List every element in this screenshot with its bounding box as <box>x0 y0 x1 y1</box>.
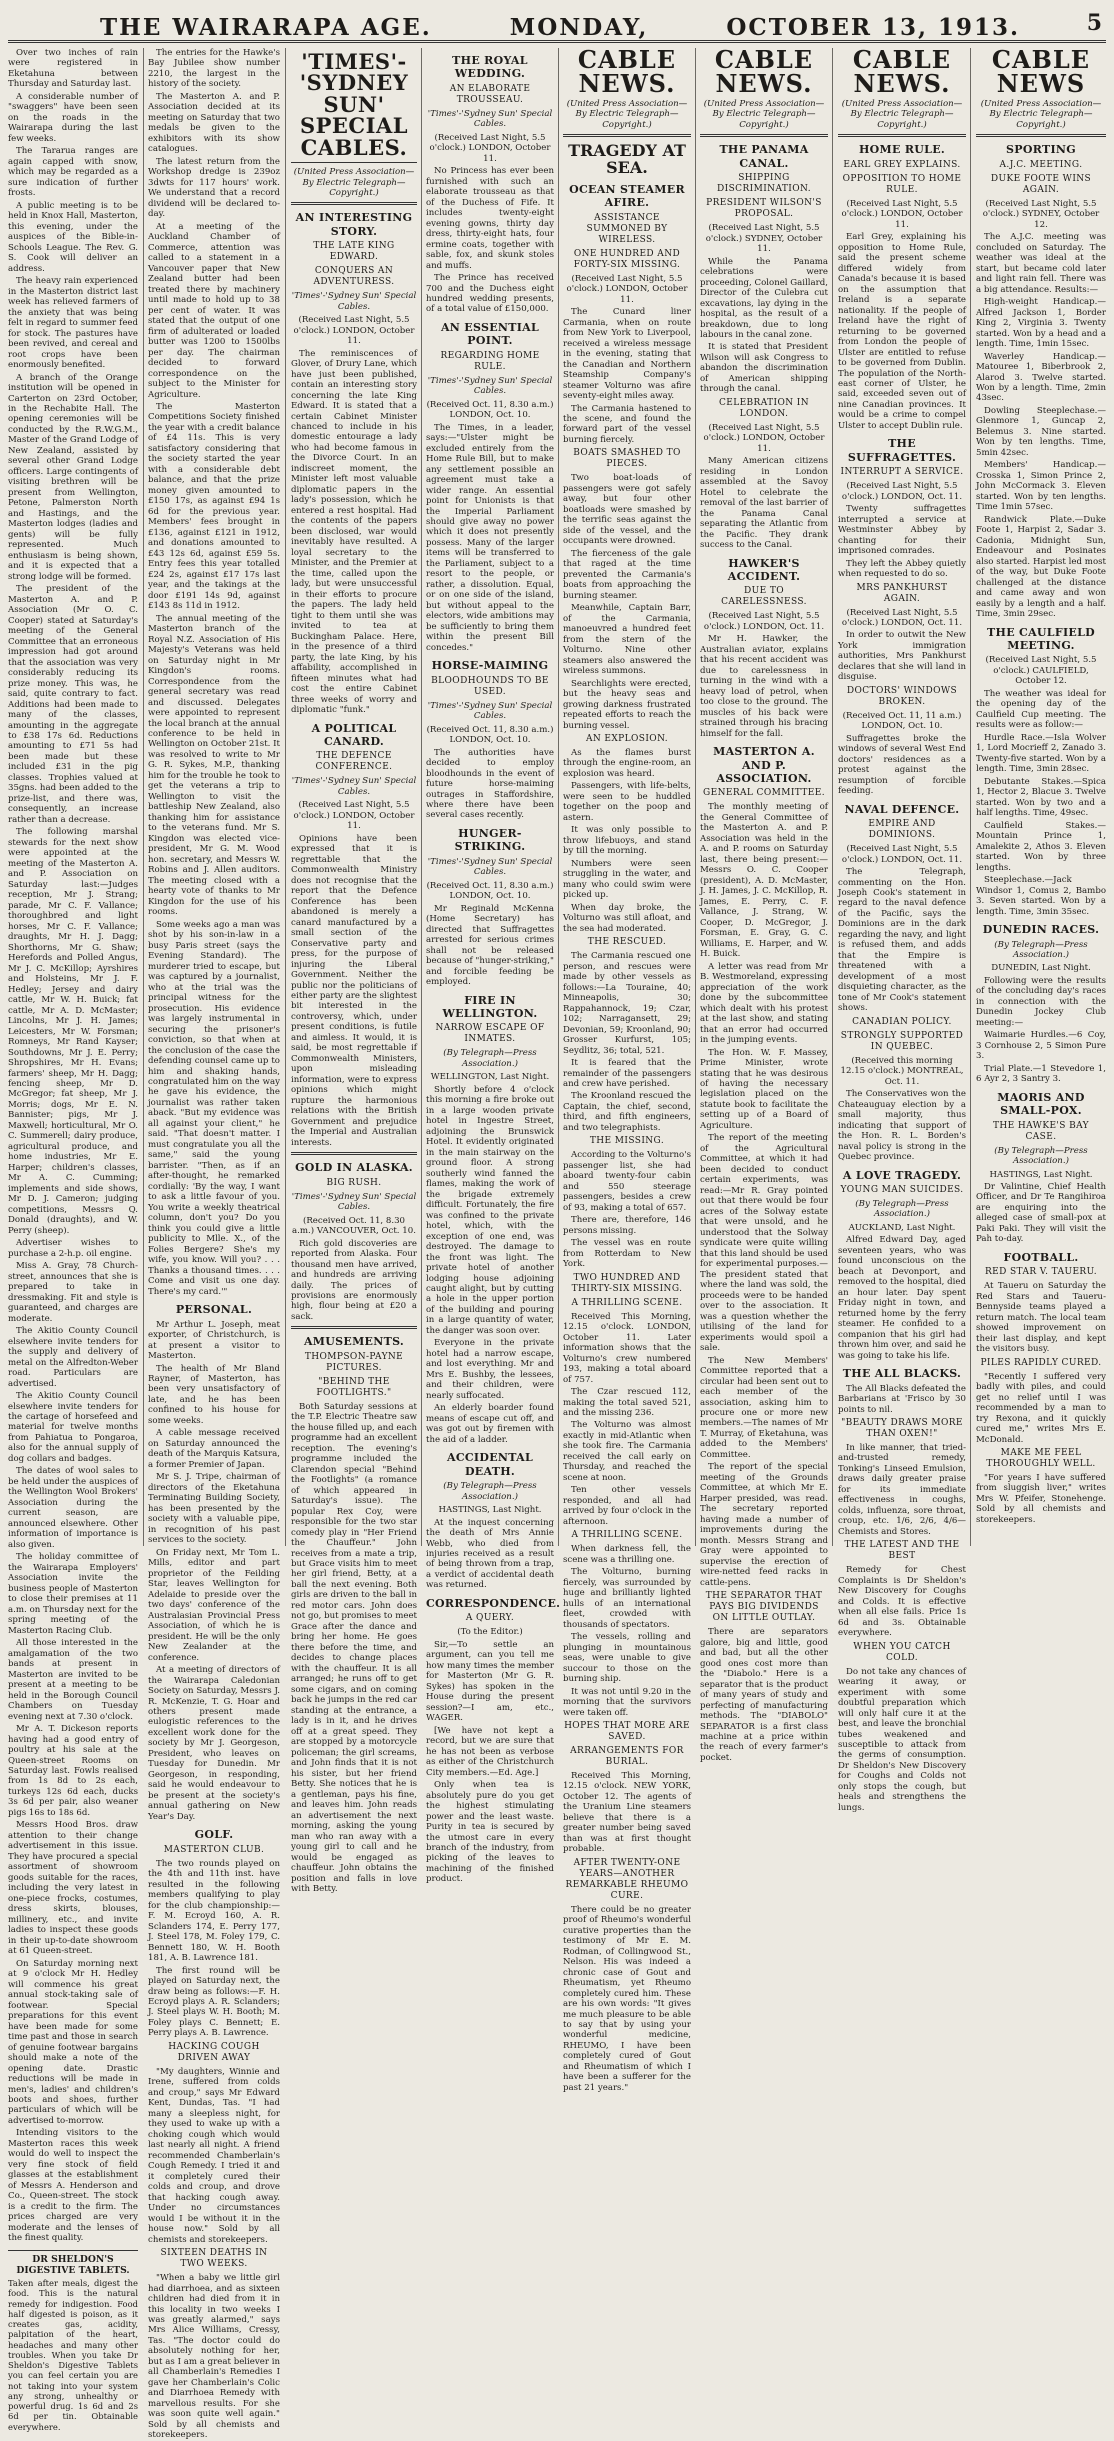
paragraph: "Recently I suffered very badly with piles, and could get no relief until I was recommended by a man to try Rexona, and it quickly cured me," writes Mrs E. McDonald. <box>976 1371 1106 1445</box>
paragraph: Ten other vessels responded, and all had arrived by four o'clock in the afternoon. <box>563 1485 691 1527</box>
article-headline: THE PANAMA CANAL. <box>719 143 809 170</box>
dateline: AUCKLAND, Last Night. <box>848 1222 956 1233</box>
paragraph: Mr Reginald McKenna (Home Secretary) has directed that Suffragettes arrested for serious crimes shall not be released because of "hunger-striking," and forcible feeding be employed. <box>426 903 554 988</box>
article-subheading: EARL GREY EXPLAINS. <box>843 159 961 170</box>
paragraph: The Volturno, burning fiercely, was surrounded by huge and brilliantly lighted hulls of an international fleet, crowded with thousands of spectators. <box>563 1567 691 1630</box>
article-subheading: "BEHIND THE FOOTLIGHTS." <box>316 1376 392 1398</box>
column-divider <box>695 48 696 1546</box>
column-divider <box>143 48 144 1546</box>
paragraph: The first round will be played on Saturday next, the draw being as follows:—F. H. Ecroyd plays A. R. Sclanders; J. Steel plays W. H. Booth; M. Foley plays C. Bennett; E. Perry plays A. B. Lawrence. <box>148 1965 280 2039</box>
article-headline: THE ROYAL WEDDING. <box>452 54 528 81</box>
dateline-credit: 'Times'-'Sydney Sun' Special Cables. <box>427 700 553 722</box>
article-subheading: STRONGLY SUPPORTED IN QUEBEC. <box>840 1030 964 1052</box>
article-subheading: THE SEPARATOR THAT PAYS BIG DIVIDENDS ON LITTLE OUTLAY. <box>705 1591 823 1624</box>
rule-divider <box>291 162 417 163</box>
paragraph: The Kroonland rescued the Captain, the chief, second, third, and fifth engineers, and two telegraphists. <box>563 1091 691 1133</box>
masthead-date: OCTOBER 13, 1913. <box>726 14 1021 41</box>
article-subheading: YOUNG MAN SUICIDES. <box>840 1184 964 1195</box>
article-headline: A POLITICAL CANARD. <box>311 721 397 748</box>
article-subheading: BLOODHOUNDS TO BE USED. <box>431 675 549 697</box>
masthead-rule <box>8 40 1106 43</box>
paragraph: There could be no greater proof of Rheumo's wonderful curative properties than the testimony of Mr E. M. Rodman, of Collingwood St., Nelson. His was indeed a chronic case of Gout and Rheumatism, yet Rheumo completely cured him. These are his own words: "It gives me much pleasure to be able to say that by using your wonderful medicine, RHEUMO, I have been completely cured of Gout and Rheumatism of which I have been a sufferer for the past 21 years." <box>563 1904 691 2093</box>
article-subheading: SIXTEEN DEATHS IN TWO WEEKS. <box>160 2248 268 2270</box>
paragraph: Many American citizens residing in London assembled at the Savoy Hotel to celebrate the removal of the last barrier of the Panama Canal separating the Atlantic from the Pacific. They drank success to the Canal. <box>700 456 828 551</box>
dateline: (Received this morning 12.15 o'clock.) MONTREAL, Oct. 11. <box>840 1055 964 1087</box>
column-divider <box>970 48 971 1546</box>
article-headline: AMUSEMENTS. <box>303 1335 405 1349</box>
article-headline: AN INTERESTING STORY. <box>295 211 413 238</box>
dateline-credit: 'Times'-'Sydney Sun' Special Cables. <box>291 776 417 797</box>
article-headline: AN ESSENTIAL POINT. <box>440 320 540 348</box>
article-subheading: EMPIRE AND DOMINIONS. <box>868 819 936 841</box>
paragraph: Rich gold discoveries are reported from Alaska. Four thousand men have arrived, and hundreds are arriving daily. The prices of provisions are enormously high, flour being at £20 a sack. <box>291 1238 417 1322</box>
paragraph: The Carmania rescued one person, and rescues were made by other vessels as follows:—La Touraine, 40; Minneapolis, 30; Rappahannock, 19; Czar, 102; Narragansett, 29; Devonian, 59; Kroonland, 90; Grosser Kurfurst, 105; Seydlitz, 36; total, 521. <box>563 951 691 1056</box>
dateline: (Received Last Night, 5.5 o'clock.) LONDON, Oct. 11. <box>703 611 825 632</box>
paragraph: A branch of the Orange institution will be opened in Carterton on 23rd October, in the Rechabite Hall. The opening ceremonies will be conducted by the R.W.G.M., Master of the Grand Lodge of New Zealand, assisted by several other Grand Lodge officers. Large contingents of visiting brethren will be present from Wellington, Petone, Palmerston North and Hastings, and the Masterton lodges (ladies and gents) will be fully represented. Much enthusiasm is being shown, and it is expected that a strong lodge will be formed. <box>8 372 138 582</box>
paragraph: The president of the Masterton A. and P. Association (Mr O. C. Cooper) stated at Saturday's meeting of the General Committee that an erroneous impression had got around that the association was very considerably reducing its prize money. This was, he said, quite contrary to fact. Additions had been made to many of the classes, amounting in the aggregate to £38 17s 6d. Reductions amounting to £71 5s had been made but these included £31 in the pig classes. Trophies valued at 35gns. had been added to the prize-list, and there was, consequently, an increase rather than a decrease. <box>8 584 138 825</box>
paragraph: Received This Morning, 12.15 o'clock. NEW YORK, October 12. The agents of the Uranium Line steamers believe that there is a greater number being saved than was at first thought probable. <box>563 1770 691 1855</box>
article-subheading: BIG RUSH. <box>326 1177 382 1188</box>
column-3 <box>291 48 417 1894</box>
paragraph: Mr Arthur L. Joseph, meat exporter, of Christchurch, is at present a visitor to Masterton. <box>148 1319 280 1362</box>
paragraph: Advertiser wishes to purchase a 2-h.p. oil engine. <box>8 1238 138 1259</box>
article-subheading: DUKE FOOTE WINS AGAIN. <box>990 173 1092 195</box>
dateline: (Received Oct. 11, 8.30 a.m.) LONDON, Oct. 10. <box>426 724 554 746</box>
column-6 <box>700 45 828 1763</box>
paragraph: The vessels, rolling and plunging in mountainous seas, were unable to give succour to those on the burning ship. <box>563 1632 691 1685</box>
article-subheading: RED STAR V. TAUERU. <box>984 1267 1098 1278</box>
paragraph: Following were the results of the concluding day's races in connection with the Dunedin Jockey Club meeting:— <box>976 975 1106 1028</box>
paragraph: The Times, in a leader, says:—"Ulster might be excluded entirely from the Home Rule Bill, but to make any settlement possible an agreement must take a wider range. An essential point for Unionists is that the Imperial Parliament should give away no power which it does not presently possess. Many of the larger items will be transferred to the Parliament, subject to a resort to the people, or rather, a dissolution. Equal, or on one side of the island, but without appeal to the electors, wide ambitions may be sufficiently to bring them within the present Bill concedes." <box>426 422 554 653</box>
paragraph: Caulfield Stakes.—Mountain Prince 1, Amalekite 2, Athos 3. Eleven started. Won by three lengths. <box>976 820 1106 873</box>
article-subheading: A.J.C. MEETING. <box>999 159 1083 170</box>
article-subheading: REGARDING HOME RULE. <box>440 350 540 372</box>
masthead-title-row <box>40 14 1080 41</box>
paragraph: There are, therefore, 146 persons missing. <box>563 1215 691 1236</box>
paragraph: Some weeks ago a man was shot by his son-in-law in a busy Paris street (says the Evening Standard). The murderer tried to escape, but was captured by a journalist, who at the trial was the principal witness for the prosecution. His evidence was largely instrumental in securing the prisoner's conviction, so that when at the conclusion of the case the defending counsel came up to him and shaking hands, congratulated him on the way he gave his evidence, the journalist was rather taken aback. "But my evidence was all against your client," he said. "That doesn't matter. I must congratulate you all the same," said the young barrister. "Then, as if an after-thought, he remarked cordially: 'By the way, I want to ask a little favour of you. You write a weekly theatrical column, don't you? Do you think you could give a little publicity to Mlle. X., of the Folies Bergere? She's my wife, you know. Will you? . . . Thanks a thousand times. . . . Come and visit us one day. There's my card.'" <box>148 919 280 1297</box>
paragraph: The Hon. W. F. Massey, Prime Minister, wrote stating that he was desirous of having the necessary legislation placed on the statute book to facilitate the setting up of a Board of Agriculture. <box>700 1047 828 1131</box>
double-rule-divider <box>976 134 1106 137</box>
paragraph: Dowling Steeplechase.—Glenmore 1, Guncap 2, Belemus 3. Nine started. Won by ten lengths. Time, 5min 42sec. <box>976 405 1106 458</box>
article-subheading: THE LATEST AND THE BEST <box>844 1540 960 1562</box>
paragraph: When darkness fell, the scene was a thrilling one. <box>563 1544 691 1565</box>
article-headline: NAVAL DEFENCE. <box>844 802 960 816</box>
article-subheading: AFTER TWENTY-ONE YEARS—ANOTHER REMARKABLE RHEUMO CURE. <box>565 1857 689 1901</box>
masthead-day: MONDAY, <box>509 14 649 41</box>
dateline-credit: (By Telegraph—Press Association.) <box>443 1048 537 1069</box>
dateline: (Received Last Night, 5.5 o'clock.) LONDON, October 11. <box>293 800 415 832</box>
article-subheading: MASTERTON CLUB. <box>163 1844 265 1855</box>
paragraph: There are separators galore, big and little, good and bad, but all the other good ones cost more than the "Diabolo." Here is a separator that is the product of many years of study and perfecting of manufacturing methods. The "DIABOLO" SEPARATOR is a first class machine at a price within the reach of every farmer's pocket. <box>700 1627 828 1763</box>
column-1 <box>8 48 138 2432</box>
article-headline: MAORIS AND SMALL-POX. <box>997 1090 1085 1118</box>
column-8 <box>976 45 1106 1546</box>
article-subheading: PRESIDENT WILSON'S PROPOSAL. <box>706 198 822 220</box>
article-subheading: ASSISTANCE SUMMONED BY WIRELESS. <box>586 212 668 245</box>
paragraph: The Conservatives won the Chateauguay election by a small majority, thus indicating that support of the Hon. R. L. Borden's naval policy is strong in the Quebec province. <box>838 1089 966 1163</box>
paragraph: A cable message received on Saturday announced the death of the Marquis Katsura, a former Premier of Japan. <box>148 1428 280 1470</box>
paragraph: As the flames burst through the engine-room, an explosion was heard. <box>563 747 691 779</box>
article-headline: GOLF. <box>194 1828 234 1842</box>
paragraph: The latest return from the Workshop dredge is 239oz 3dwts for 117 hours' work. We understand that a record dividend will be declared to-day. <box>148 156 280 220</box>
paragraph: The Carmania hastened to the scene, and found the forward part of the vessel burning fiercely. <box>563 403 691 445</box>
article-headline: HAWKER'S ACCIDENT. <box>727 556 801 584</box>
article-headline: THE ALL BLACKS. <box>842 1367 962 1381</box>
paragraph: A considerable number of "swaggers" have been seen on the roads in the Wairarapa during the last few weeks. <box>8 91 138 144</box>
dateline-credit: (United Press Association—By Electric Telegraph—Copyright.) <box>566 99 688 130</box>
paragraph: Do not take any chances of wearing it away, or experiment with some doubtful preparation which will only half cure it at the best, and leave the bronchial tubes weakened and susceptible to attack from the germs of consumption. Dr Sheldon's New Discovery for Coughs and Colds not only stops the cough, but heals and strengthens the lungs. <box>838 1666 966 1813</box>
article-subheading: CANADIAN POLICY. <box>852 1016 952 1027</box>
dateline-credit: 'Times'-'Sydney Sun' Special Cables. <box>291 291 417 312</box>
paragraph: The two rounds played on the 4th and 11th inst. have resulted in the following members qualifying to play for the club championship:—F. M. Ecroyd 160, A. R. Sclanders 174, E. Perry 177, J. Steel 178, M. Foley 179, C. Bennett 180, W. H. Booth 181, A. B. Lawrence 181. <box>148 1858 280 1964</box>
column-2 <box>148 48 280 2441</box>
paragraph: The vessel was en route from Rotterdam to New York. <box>563 1238 691 1270</box>
column-divider <box>421 48 422 1546</box>
article-subheading: INTERRUPT A SERVICE. <box>840 467 964 478</box>
paragraph: At Taueru on Saturday the Red Stars and Taueru-Bennyside teams played a return match. The local team showed improvement on their last display, and kept the visitors busy. <box>976 1281 1106 1355</box>
paragraph: When day broke, the Volturno was still afloat, and the sea had moderated. <box>563 902 691 934</box>
paragraph: Dr Valintine, Chief Health Officer, and Dr Te Rangihiroa are enquiring into the alleged case of small-pox at Paki Paki. They will visit the Pah to-day. <box>976 1182 1106 1245</box>
paragraph: Searchlights were erected, but the heavy seas and growing darkness frustrated repeated efforts to reach the burning vessel. <box>563 678 691 731</box>
double-rule-divider <box>700 134 828 137</box>
article-headline: HORSE-MAIMING <box>431 659 549 673</box>
dateline: (Received Oct. 11, 8.30 a.m.) LONDON, Oct. 10. <box>426 880 554 902</box>
article-subheading: MRS PANKHURST AGAIN. <box>856 582 948 604</box>
paragraph: While the Panama celebrations were proceeding, Colonel Gaillard, Director of the Culebra cut excavations, lay dying in the hospital, as the result of a breakdown, due to long labours in the canal zone. <box>700 256 828 340</box>
dateline: (Received Last Night, 5.5 o'clock.) LONDON, Oct. 11. <box>841 607 963 628</box>
paragraph: Randwick Plate.—Duke Foote 1, Harpist 2, Sadar 3. Cadonia, Midnight Sun, Endeavour and Posinates also started. Harpist led most of the way, but Duke Foote challenged at the distance and came away and won easily by a length and a half. Time, 3min 29sec. <box>976 514 1106 620</box>
paragraph: The heavy rain experienced in the Masterton district last week has relieved farmers of the anxiety that was being felt in regard to summer feed for stock. The pastures have been revived, and cereal and root crops have been enormously benefited. <box>8 276 138 371</box>
article-subheading: SHIPPING DISCRIMINATION. <box>717 173 811 195</box>
paragraph: Suffragettes broke the windows of several West End doctors' residences as a protest against the resumption of forcible feeding. <box>838 733 966 797</box>
advertisement-heading: DR SHELDON'S DIGESTIVE TABLETS. <box>16 2253 130 2276</box>
dateline: (Received Last Night, 5.5 o'clock.) CAULFIELD, October 12. <box>985 655 1097 687</box>
paragraph: The Czar rescued 112, making the total saved 521, and the missing 236. <box>563 1387 691 1418</box>
paragraph: Mr H. Hawker, the Australian aviator, explains that his recent accident was due to carelessness in turning in the wind with a heavy load of petrol, when too close to the ground. The muscles of his back were strained through his bracing himself for the fall. <box>700 634 828 739</box>
paragraph: Steeplechase.—Jack Windsor 1, Comus 2, Bambo 3. Seven started. Won by a length. Time, 3min 35sec. <box>976 875 1106 917</box>
advertisement-text: Taken after meals, digest the food. This is the natural remedy for indigestion. Food half digested is poison, as it creates gas, acidity, palpitation of the heart, headaches and many other troubles. When you take Dr Sheldon's Digestive Tablets you can feel certain you are not taking into your system any strong, unhealthy or powerful drug. 1s 6d and 2s 6d per tin. Obtainable everywhere. <box>8 2278 138 2432</box>
paragraph: The holiday committee of the Wairarapa Employers' Association invite the business people of Masterton to close their premises at 11 a.m. on Thursday next for the spring meeting of the Masterton Racing Club. <box>8 1552 138 1636</box>
paragraph: Opinions have been expressed that it is regrettable that the Commonwealth Ministry does not recognise that the report that the Defence Conference has been abandoned is merely a canard manufactured by a small section of the Conservative party and press, for the purpose of injuring the Liberal Government. Neither the public nor the politicians of either party are the slightest bit interested in the controversy, which, under present conditions, is futile and aimless. It would, it is said, be most regrettable if Commonwealth Ministers, upon misleading information, were to express opinions which might rupture the harmonious relations with the British Government and prejudice the Imperial and Australian interests. <box>291 833 417 1148</box>
section-banner: CABLE NEWS. <box>714 45 814 98</box>
dateline: (Received Last Night, 5.5 o'clock.) LONDON, October 11. <box>566 273 688 305</box>
paragraph: [We have not kept a record, but we are sure that he has not been as verbose as either of the Christchurch City members.—Ed. Age.] <box>426 1725 554 1778</box>
article-subheading: A THRILLING SCENE. <box>571 1530 683 1541</box>
dateline: WELLINGTON, Last Night. <box>430 1072 550 1083</box>
page-number: 5 <box>1086 10 1102 36</box>
paragraph: Passengers, with life-belts, were seen to be huddled together on the poop and astern. <box>563 781 691 823</box>
paragraph: The reminiscences of Glover, of Drury Lane, which have just been published, contain an interesting story concerning the late King Edward. It is stated that a certain Cabinet Minister chanced to include in his domestic entourage a lady who had become famous in the Divorce Court. In an indiscreet moment, the Minister left most valuable diplomatic papers in the lady's possession, which he entered a rest hospital. Had the contents of the papers been disclosed, war would inevitably have resulted. A loyal secretary to the Minister, and the Premier at the time, called upon the lady, but were unsuccessful in their efforts to procure the papers. The lady held tight to them until she was invited to tea at Buckingham Palace. Here, in the presence of a third party, the late King, by his affability, accomplished in fifteen minutes what had cost the entire Cabinet three weeks of worry and diplomatic "funk." <box>291 348 417 716</box>
paragraph: A public meeting is to be held in Knox Hall, Masterton, this evening, under the auspices of the Bible-in-Schools League. The Rev. G. S. Cook will deliver an address. <box>8 200 138 274</box>
paragraph: Meanwhile, Captain Barr, of the Carmania, manoeuvred a hundred feet from the stern of the Volturno. Nine other steamers also answered the wireless summons. <box>563 603 691 677</box>
article-headline: A LOVE TRAGEDY. <box>842 1168 962 1182</box>
dateline: (Received Last Night, 5.5 o'clock.) SYDNEY, October 12. <box>982 198 1100 230</box>
paragraph: The dates of wool sales to be held under the auspices of the Wellington Wool Brokers' Association during the current season, are announced elsewhere. Other information of importance is also given. <box>8 1466 138 1550</box>
paragraph: The Masterton A. and P. Association decided at its meeting on Saturday that two medals be given to the exhibitors with its show catalogues. <box>148 91 280 155</box>
dateline-credit: 'Times'-'Sydney Sun' Special Cables. <box>427 856 553 878</box>
paragraph: The weather was ideal for the opening day of the Caulfield Cup meeting. The results were as follow:— <box>976 688 1106 731</box>
dateline: (Received Last Night, 5.5 o'clock.) LONDON, October 11. <box>293 315 415 347</box>
paragraph: Trial Plate.—1 Stevedore 1, 6 Ayr 2, 3 Santry 3. <box>976 1063 1106 1085</box>
paragraph: Waverley Handicap.—Matouree 1, Biberbrook 2, Alarod 3. Twelve started. Won by a length. Time, 2min 43sec. <box>976 351 1106 404</box>
article-headline: FIRE IN WELLINGTON. <box>442 993 538 1020</box>
paragraph: Mr A. T. Dickeson reports having had a good entry of poultry at his sale at the Queen-street Rooms on Saturday last. Fowls realised from 1s 8d to 2s each, turkeys 12s 6d each, ducks 3s 6d per pair, also weaner pigs 16s to 18s 6d. <box>8 1724 138 1818</box>
paragraph: In like manner, that tried-and-trusted remedy, Tonking's Linseed Emulsion, draws daily greater praise for its immediate effectiveness in coughs, colds, influenza, sore throat, croup, etc. 1/6, 2/6, 4/6—Chemists and Stores. <box>838 1442 966 1537</box>
article-headline: THE CAULFIELD MEETING. <box>987 625 1095 653</box>
article-headline: MASTERTON A. AND P. ASSOCIATION. <box>713 745 815 786</box>
paragraph: Received This Morning, 12.15 o'clock. LONDON, October 11. Later information shows that the Volturno's crew numbered 193, making a total aboard of 757. <box>563 1311 691 1385</box>
dateline-credit: (United Press Association—By Electric Telegraph—Copyright.) <box>293 167 415 198</box>
dateline: (Received Last Night, 5.5 o'clock.) LONDON, October 11. <box>703 422 825 454</box>
paragraph: The A.J.C. meeting was concluded on Saturday. The weather was ideal at the start, but became cold later and light rain fell. There was a big attendance. Results:— <box>976 232 1106 295</box>
article-subheading: WHEN YOU CATCH COLD. <box>853 1641 951 1663</box>
dateline-credit: 'Times'-'Sydney Sun' Special Cables. <box>291 1191 417 1213</box>
dateline: (Received Last Night, 5.5 o'clock.) LONDON, October 11. <box>841 198 963 230</box>
article-subheading: DOCTORS' WINDOWS BROKEN. <box>846 685 958 707</box>
masthead <box>0 0 1114 46</box>
paragraph: It was not until 9.20 in the morning that the survivors were taken off. <box>563 1686 691 1718</box>
article-subheading: THE RESCUED. <box>587 937 667 948</box>
article-subheading: ONE HUNDRED AND FORTY-SIX MISSING. <box>573 248 681 270</box>
dateline-credit: (United Press Association—By Electric Telegraph—Copyright.) <box>703 99 825 130</box>
dateline: (Received Oct. 11, 8.30 a.m.) VANCOUVER, Oct. 10. <box>292 1215 416 1237</box>
paragraph: The Akitio County Council elsewhere invite tenders for the supply and delivery of metal on the Alfredton-Weber road. Particulars are advertised. <box>8 1326 138 1389</box>
paragraph: In order to outwit the New York immigration authorities, Mrs Pankhurst declares that she will land in disguise. <box>838 630 966 683</box>
paragraph: The health of Mr Bland Rayner, of Masterton, has been very unsatisfactory of late, and he has been confined to his house for some weeks. <box>148 1363 280 1426</box>
section-banner: CABLE NEWS <box>991 45 1091 98</box>
paragraph: Two boat-loads of passengers were got safely away, but four other boatloads were smashed by the terrific seas against the side of the vessel, and the occupants were drowned. <box>563 473 691 547</box>
paragraph: Twenty suffragettes interrupted a service at Westminster Abbey by chanting for their imprisoned comrades. <box>838 504 966 557</box>
paragraph: The Akitio County Council elsewhere invite tenders for the cartage of horsefeed and material for twelve months from Pahiatua to Pongaroa, also for the annual supply of dog collars and badges. <box>8 1391 138 1464</box>
article-subheading: THE LATE KING EDWARD. <box>313 241 395 263</box>
paragraph: "My daughters, Winnie and Irene, suffered from colds and croup," says Mr Edward Kent, Dundas, Tas. "I had many a sleepless night, for they used to wake up with a choking cough which would last nearly all night. A friend recommended Chamberlain's Cough Remedy. I tried it and it completely cured their colds and croup, and drove that hacking cough away. Under no circumstances would I be without it in the house now." Sold by all chemists and storekeepers. <box>148 2066 280 2245</box>
dateline-credit: 'Times'-'Sydney Sun' Special Cables. <box>427 108 553 130</box>
paragraph: Messrs Hood Bros. draw attention to their change advertisement in this issue. They have procured a special assortment of showroom goods suitable for the races, including the very latest in one-piece frocks, costumes, dress skirts, blouses, millinery, etc., and invite ladies to inspect these goods in their up-to-date showroom at 61 Queen-street. <box>8 1820 138 1957</box>
dateline-credit: (By Telegraph—Press Association.) <box>855 1198 949 1220</box>
article-subheading: PILES RAPIDLY CURED. <box>980 1357 1102 1368</box>
paragraph: Numbers were seen struggling in the water, and many who could swim were picked up. <box>563 858 691 901</box>
dateline: HASTINGS, Last Night. <box>989 1169 1093 1180</box>
article-headline: THE SUFFRAGETTES. <box>847 437 957 464</box>
paragraph: The All Blacks defeated the Barbarians at 'Frisco by 30 points to nil. <box>838 1383 966 1415</box>
column-5 <box>563 45 691 2093</box>
article-headline: ACCIDENTAL DEATH. <box>446 1451 534 1478</box>
paragraph: Remedy for Chest Complaints is Dr Sheldon's New Discovery for Coughs and Colds. It is effective when all else fails. Price 1s 6d and 3s. Obtainable everywhere. <box>838 1565 966 1639</box>
dateline: (Received Last Night, 5.5 o'clock.) LONDON, Oct. 11. <box>841 844 963 865</box>
dateline: (Received Oct. 11, 11 a.m.) LONDON, Oct. 10. <box>842 710 962 732</box>
article-subheading: THE DEFENCE CONFERENCE. <box>315 751 393 773</box>
article-subheading: AN EXPLOSION. <box>585 734 669 745</box>
paragraph: According to the Volturno's passenger list, she had aboard twenty-four cabin and 550 steerage passengers, besides a crew of 93, making a total of 657. <box>563 1150 691 1213</box>
dateline: (To the Editor.) <box>457 1627 523 1638</box>
paragraph: Members' Handicap.—Crosska 1, Simon Prince 2, John McCormack 3. Eleven started. Won by ten lengths. Time 1min 57sec. <box>976 460 1106 513</box>
paragraph: The monthly meeting of the General Committee of the Masterton A. and P. Association was held in the A. and P. rooms on Saturday last, there being present:—Messrs O. C. Cooper (president), A. D. McMaster, J. H. James, J. C. McKillop, R. James, E. Perry, C. F. Vallance, J. Strang, W. Cooper, D. McGregor, J. Forsman, E. Gray, G. C. Williams, E. Harper, and W. H. Buick. <box>700 802 828 960</box>
paragraph: It is stated that President Wilson will ask Congress to abandon the discrimination of American shipping through the canal. <box>700 342 828 395</box>
paragraph: The annual meeting of the Masterton branch of the Royal N.Z. Association of His Majesty's Veterans was held on Saturday night in Mr Kingdon's rooms. Correspondence from the general secretary was read and discussed. Delegates were appointed to represent the local branch at the annual conference to be held in Wellington on October 21st. It was resolved to write to Mr G. R. Sykes, M.P., thanking him for the trouble he took to get the veterans a trip to Wellington to visit the battleship New Zealand, also thanking him for assistance to the veterans fund. Mr S. Kingdon was elected vice-president, Mr G. M. Wood hon. secretary, and Messrs W. Robins and J. Allen auditors. The meeting closed with a hearty vote of thanks to Mr Kingdon for the use of his rooms. <box>148 613 280 918</box>
dateline-credit: (By Telegraph—Press Association.) <box>443 1481 537 1502</box>
article-subheading: A THRILLING SCENE. <box>571 1297 683 1308</box>
article-subheading: HACKING COUGH DRIVEN AWAY <box>168 2041 260 2063</box>
article-subheading: GENERAL COMMITTEE. <box>703 788 825 799</box>
paragraph: At a meeting of the Auckland Chamber of Commerce, attention was called to a statement in a Vancouver paper that New Zealand butter had been treated there by machinery until made to hold up to 38 per cent of water. It was stated that the output of one firm of adulterated or loaded butter was 1200 to 1500lbs per day. The chairman decided to forward correspondence on the subject to the Minister for Agriculture. <box>148 221 280 400</box>
article-headline: HUNGER-STRIKING. <box>454 826 526 854</box>
paragraph: They left the Abbey quietly when requested to do so. <box>838 558 966 580</box>
article-headline: OCEAN STEAMER AFIRE. <box>569 183 685 210</box>
paragraph: Hurdle Race.—Isla Wolver 1, Lord Mocrieff 2, Zanado 3. Twenty-five started. Won by a length. Time, 3min 28sec. <box>976 732 1106 775</box>
column-4 <box>426 48 561 1885</box>
paragraph: On Saturday morning next at 9 o'clock Mr H. Hedley will commence his great annual stock-taking sale of footwear. Special preparations for this event have been made for some time past and those in search of genuine footwear bargains should make a note of the opening date. Drastic reductions will be made in men's, ladies' and children's boots and shoes, further particulars of which will be advertised to-morrow. <box>8 1958 138 2126</box>
article-subheading: AN ELABORATE TROUSSEAU. <box>449 83 531 105</box>
paragraph: Only when tea is absolutely pure do you get the highest stimulating power and the least waste. Purity in tea is secured by the utmost care in every branch of the industry, from picking of the leaves to machining of the finished product. <box>426 1780 554 1885</box>
section-banner: CABLE NEWS. <box>577 45 677 98</box>
paragraph: Waimarie Hurdles.—6 Coy, 3 Cornhouse 2, 5 Simon Pure 3. <box>976 1030 1106 1062</box>
column-7 <box>838 45 966 1813</box>
dateline: (Received Last Night, 5.5 o'clock.) LONDON, October 11. <box>429 132 551 164</box>
dateline-credit: (United Press Association—By Electric Telegraph—Copyright.) <box>841 99 963 130</box>
article-subheading: THOMPSON-PAYNE PICTURES. <box>304 1351 404 1373</box>
section-banner: 'TIMES'-'SYDNEY SUN' SPECIAL CABLES. <box>299 49 409 160</box>
article-headline: SPORTING <box>1006 143 1076 157</box>
paragraph: "When a baby we little girl had diarrhoea, and as sixteen children had died from it in this locality in two weeks I was greatly alarmed," says Mrs Alice Williams, Cressy, Tas. "The doctor could do absolutely nothing for her, but as I am a great believer in all Chamberlain's Remedies I gave her Chamberlain's Colic and Diarrhoea Remedy with marvellous results. For she was soon quite well again." Sold by all chemists and storekeepers. <box>148 2273 280 2441</box>
article-subheading: DUE TO CARELESSNESS. <box>721 586 807 608</box>
article-headline: TRAGEDY AT SEA. <box>568 141 686 178</box>
paragraph: Mr S. J. Tripe, chairman of directors of the Eketahuna Terminating Building Society, has been presented by the society with a valuable pipe, in recognition of his past services to the society. <box>148 1472 280 1546</box>
article-subheading: OPPOSITION TO HOME RULE. <box>842 173 962 195</box>
dateline-credit: (By Telegraph—Press Association.) <box>994 939 1088 960</box>
dateline: (Received Oct. 11, 8.30 a.m.) LONDON, Oct. 10. <box>426 399 554 421</box>
column-divider <box>285 48 286 1546</box>
paragraph: The Volturno was almost exactly in mid-Atlantic when she took fire. The Carmania received the call early on Thursday, and reached the scene at noon. <box>563 1420 691 1483</box>
article-headline: DUNEDIN RACES. <box>982 923 1100 937</box>
article-subheading: BOATS SMASHED TO PIECES. <box>573 448 681 470</box>
paragraph: The Masterton Competitions Society finished the year with a credit balance of £4 11s. This is very satisfactory considering that the society started the year with a considerable debt balance, and that the prize money given amounted to £150 17s, as against £94 1s 6d for the previous year. Members' fees brought in £136, against £121 in 1912, and donations amounted to £43 12s 6d, against £59 5s. Entry fees this year totalled £24 2s, against £17 17s last year, and the takings at the door £191 14s 9d, against £143 8s 11d in 1912. <box>148 401 280 612</box>
paragraph: The entries for the Hawke's Bay Jubilee show number 2210, the largest in the history of the society. <box>148 48 280 90</box>
advertisement <box>8 2250 138 2432</box>
paragraph: It is feared that the remainder of the passengers and crew have perished. <box>563 1058 691 1089</box>
column-divider <box>558 48 559 1546</box>
paragraph: Miss A. Gray, 78 Church-street, announces that she is prepared to take in dressmaking. Fit and style is guaranteed, and charges are moderate. <box>8 1261 138 1324</box>
article-subheading: NARROW ESCAPE OF INMATES. <box>435 1023 545 1045</box>
article-headline: HOME RULE. <box>858 143 946 157</box>
article-subheading: A QUERY. <box>465 1613 515 1624</box>
article-subheading: TWO HUNDRED AND THIRTY-SIX MISSING. <box>571 1272 683 1294</box>
article-subheading: "BEAUTY DRAWS MORE THAN OXEN!" <box>841 1418 963 1440</box>
dateline: HASTINGS, Last Night. <box>438 1505 542 1516</box>
dateline-credit: (By Telegraph—Press Association.) <box>994 1145 1088 1167</box>
article-subheading: THE MISSING. <box>589 1136 665 1147</box>
article-subheading: THE HAWKE'S BAY CASE. <box>993 1120 1089 1142</box>
paragraph: At a meeting of directors of the Wairarapa Caledonian Society on Saturday, Messrs J. R. McKenzie, T. G. Hoar and others present made eulogistic references to the excellent work done for the society by Mr J. Georgeson, President, who leaves on Tuesday for Dunedin. Mr Georgeson, in responding, said he would endeavour to be present at the society's annual gathering on New Year's Day. <box>148 1665 280 1822</box>
paragraph: Earl Grey, explaining his opposition to Home Rule, said the present scheme differed widely from Canada's because it is based on the assumption that Ireland is a separate nationality. If the people of Ireland have the right of returning to be governed from London the people of Ulster are entitled to refuse to be governed from Dublin. The population of the North-east corner of Ulster, he said, exceeded seven out of nine Canadian provinces. It would be a crime to compel Ulster to accept Dublin rule. <box>838 232 966 431</box>
paragraph: The Tararua ranges are again capped with snow, which may be regarded as a sure indication of further frosts. <box>8 146 138 199</box>
paragraph: The Cunard liner Carmania, when on route from New York to Liverpool, received a wireless message in the evening, stating that the Canadian and Northern Steamship Company's steamer Volturno was afire seventy-eight miles away. <box>563 307 691 402</box>
double-rule-divider <box>291 1152 417 1155</box>
paragraph: Debutante Stakes.—Spica 1, Hector 2, Blacue 3. Twelve started. Won by two and a half lengths. Time, 49sec. <box>976 776 1106 819</box>
newspaper-title: THE WAIRARAPA AGE. <box>99 14 432 41</box>
paragraph: Sir,—To settle an argument, can you tell me how many times the member for Masterton (Mr G. R. Sykes) has spoken in the House during the present session?—I am, etc., WAGER. <box>426 1639 554 1724</box>
paragraph: All those interested in the amalgamation of the two bands at present in Masterton are invited to be present at a meeting to be held in the Borough Council Chambers on Tuesday evening next at 7.30 o'clock. <box>8 1638 138 1722</box>
article-subheading: HOPES THAT MORE ARE SAVED. <box>564 1721 690 1742</box>
double-rule-divider <box>291 1326 417 1329</box>
paragraph: An elderly boarder found means of escape cut off, and was got out by firemen with the aid of a ladder. <box>426 1403 554 1445</box>
paragraph: It was only possible to throw lifebuoys, and stand by till the morning. <box>563 825 691 857</box>
double-rule-divider <box>291 202 417 205</box>
double-rule-divider <box>838 134 966 137</box>
paragraph: No Princess has ever been furnished with such an elaborate trousseau as that of the Duchess of Fife. It includes twenty-eight evening gowns, thirty day dress, thirty-eight hats, four ermine coats, together with sable, fox, and skunk stoles and muffs. <box>426 166 554 271</box>
paragraph: The report of the meeting of the Agricultural Committee, at which it had been decided to conduct certain experiments, was read:—Mr R. Gray pointed out that there would be four acres of the Solway estate that were unsold, and he understood that the Solway syndicate were quite willing that this land should be used for experimental purposes.—The president stated that where the land was sold, the proceeds were to be handed over to the association. It was a question whether the utilising of the land for experiments would spoil a sale. <box>700 1133 828 1354</box>
section-banner: CABLE NEWS. <box>852 45 952 98</box>
paragraph: The authorities have decided to employ bloodhounds in the event of future horse-maiming outrages in Staffordshire, where there have been several cases recently. <box>426 747 554 821</box>
paragraph: Intending visitors to the Masterton races this week would do well to inspect the very fine stock of field glasses at the establishment of Messrs A. Henderson and Co., Queen-street. The stock is a credit to the firm. The prices charged are very moderate and the lenses of the finest quality. <box>8 2128 138 2244</box>
paragraph: The Telegraph, commenting on the Hon. Joseph Cook's statement in regard to the naval defence of the Pacific, says the Dominions are in the dark regarding the navy, and light is refused them, and adds that the Empire is threatened with a development of a most disquieting character, as the tone of Mr Cook's statement shows. <box>838 867 966 1014</box>
paragraph: A letter was read from Mr B. Westmoreland, expressing appreciation of the work done by the subcommittee which dealt with his protest at the last show, and stating that an error had occurred in the jumping events. <box>700 961 828 1046</box>
article-subheading: MAKE ME FEEL THOROUGHLY WELL. <box>986 1448 1096 1469</box>
paragraph: Alfred Edward Day, aged seventeen years, who was found unconscious on the beach at Devonport, and removed to the hospital, died an hour later. Day spent Friday night in town, and returned home by the ferry steamer. He confided to a companion that his girl had thrown him over, and said he was going to take his life. <box>838 1235 966 1361</box>
article-subheading: ARRANGEMENTS FOR BURIAL. <box>570 1745 684 1767</box>
paragraph: High-weight Handicap.—Alfred Jackson 1, Border King 2, Virginia 3. Twenty started. Won by a head and a length. Time, 1min 15sec. <box>976 297 1106 350</box>
paragraph: The report of the special meeting of the Grounds Committee, at which Mr E. Harper presided, was read. The secretary reported having made a number of improvements during the month. Messrs Strang and Gray were appointed to supervise the erection of wire-netted feed racks in cattle-pens. <box>700 1462 828 1588</box>
paragraph: At the inquest concerning the death of Mrs Annie Webb, who died from injuries received as a result of being thrown from a trap, a verdict of accidental death was returned. <box>426 1517 554 1591</box>
article-headline: PERSONAL. <box>175 1303 253 1317</box>
paragraph: The fierceness of the gale that raged at the time prevented the Carmania's boats from approaching the burning steamer. <box>563 548 691 601</box>
paragraph: The following marshal stewards for the next show were appointed at the meeting of the Masterton A. and P. Association on Saturday last:—Judges reception, Mr J. Strang; parade, Mr C. F. Vallance; thoroughbred and light horses, Mr C. F. Vallance; draughts, Mr H. J. Dagg; Shorthorns, Mr G. Shaw; Herefords and Polled Angus, Mr J. C. McKillop; Ayrshires and Holsteins, Mr J. F. Hedley; Jersey and dairy cattle, Mr W. H. Buick; fat cattle, Mr A. D. McMaster; Lincolns, Mr J. H. James; Leicesters, Mr W. Forsman; Romneys, Mr Rand Kayser; Southdowns, Mr J. E. Perry; Shropshires, Mr H. Evans; farmers' sheep, Mr H. Dagg; fencing sheep, Mr D. McGregor; fat sheep, Mr J. Morris; dogs, Mr E. N. Bannister; pigs, Mr J. Maxwell; horticultural, Mr O. C. Summerell; dairy produce, agricultural produce, and home industries, Mr E. Harper; children's classes, Mr A. C. Cumming; implements and side shows, Mr D. J. Cameron; judging competitions, Messrs Q. Donald (draughts), and W. Perry (sheep). <box>8 827 138 1236</box>
article-headline: FOOTBALL. <box>1003 1250 1079 1264</box>
paragraph: Over two inches of rain were registered in Eketahuna between Thursday and Saturday last. <box>8 48 138 90</box>
dateline: (Received Last Night, 5.5 o'clock.) LONDON, Oct. 11. <box>841 481 963 502</box>
paragraph: The Prince has received 700 and the Duchess eight hundred wedding presents, of a total value of £150,000. <box>426 273 554 315</box>
paragraph: Shortly before 4 o'clock this morning a fire broke out in a large wooden private hotel in Ingestre Street, adjoining the Brunswick Hotel. It evidently originated in the main stairway on the ground floor. A strong southerly wind fanned the flames, making the work of the brigade extremely difficult. Fortunately, the fire was confined to the private hotel, which, with the exception of one end, was destroyed. The damage to the front was light. The private hotel of another lodging house adjoining caught alight, but by cutting a hole in the upper portion of the building and pouring in a large quantity of water, the danger was soon over. <box>426 1084 554 1336</box>
paragraph: "For years I have suffered from sluggish liver," writes Mrs W. Pfeifer, Stonehenge. Sold by all chemists and storekeepers. <box>976 1472 1106 1525</box>
dateline: (Received Last Night, 5.5 o'clock.) SYDNEY, October 11. <box>705 223 823 255</box>
paragraph: Everyone in the private hotel had a narrow escape, and lost everything. Mr and Mrs E. Bushby, the lessees, and their children, were nearly suffocated. <box>426 1338 554 1401</box>
paragraph: Both Saturday sessions at the T.P. Electric Theatre saw the house filled up, and each programme had an excellent reception. The evening's programme included the Clarendon special "Behind the Footlights" (a romance of which appeared in Saturday's issue). The popular Rex Coy, were responsible for the two star comedy play in "Her Friend the Chauffeur." John receives from a mate a trip, but Grace visits him to meet her girl friend, Betty, at a ball the next evening. Both girls are driven to the ball in red motor cars. John does not go, but promises to meet Grace after the dance and bring her home. He goes there before the time, and decides to change places with the chauffeur. It is all arranged; he runs off to get some cigars, and on coming back he jumps in the red car standing at the entrance, a lady is in it, and he drives off at a great speed. They are stopped by a motorcycle policeman; the girl screams, and John finds that it is not his sister, but her friend Betty. She notices that he is a gentleman, pays his fine, and leaves him. John reads an advertisement the next morning, asking the young man who ran away with a young girl to call and he would be engaged as chauffeur. John obtains the position and falls in love with Betty. <box>291 1401 417 1894</box>
article-subheading: CELEBRATION IN LONDON. <box>718 397 810 419</box>
dateline: DUNEDIN, Last Night. <box>991 963 1091 974</box>
double-rule-divider <box>563 134 691 137</box>
paragraph: The New Members' Committee reported that a circular had been sent out to each member of the association, asking him to procure one or more new members.—The names of Mr T. Murray, of Eketahuna, was added to the Members' Committee. <box>700 1355 828 1460</box>
article-subheading: CONQUERS AN ADVENTURESS. <box>313 266 395 288</box>
dateline-credit: (United Press Association—By Electric Telegraph—Copyright.) <box>980 99 1102 130</box>
paragraph: On Friday next, Mr Tom L. Mills, editor and part proprietor of the Feilding Star, leaves Wellington for Adelaide to preside over the two days' conference of the Australasian Provincial Press Association, of which he is president. He will be the only New Zealander at the conference. <box>148 1547 280 1663</box>
article-headline: GOLD IN ALASKA. <box>295 1161 413 1175</box>
dateline-credit: 'Times'-'Sydney Sun' Special Cables. <box>427 375 553 397</box>
column-divider <box>832 48 833 1546</box>
article-headline: CORRESPONDENCE. <box>426 1596 561 1610</box>
